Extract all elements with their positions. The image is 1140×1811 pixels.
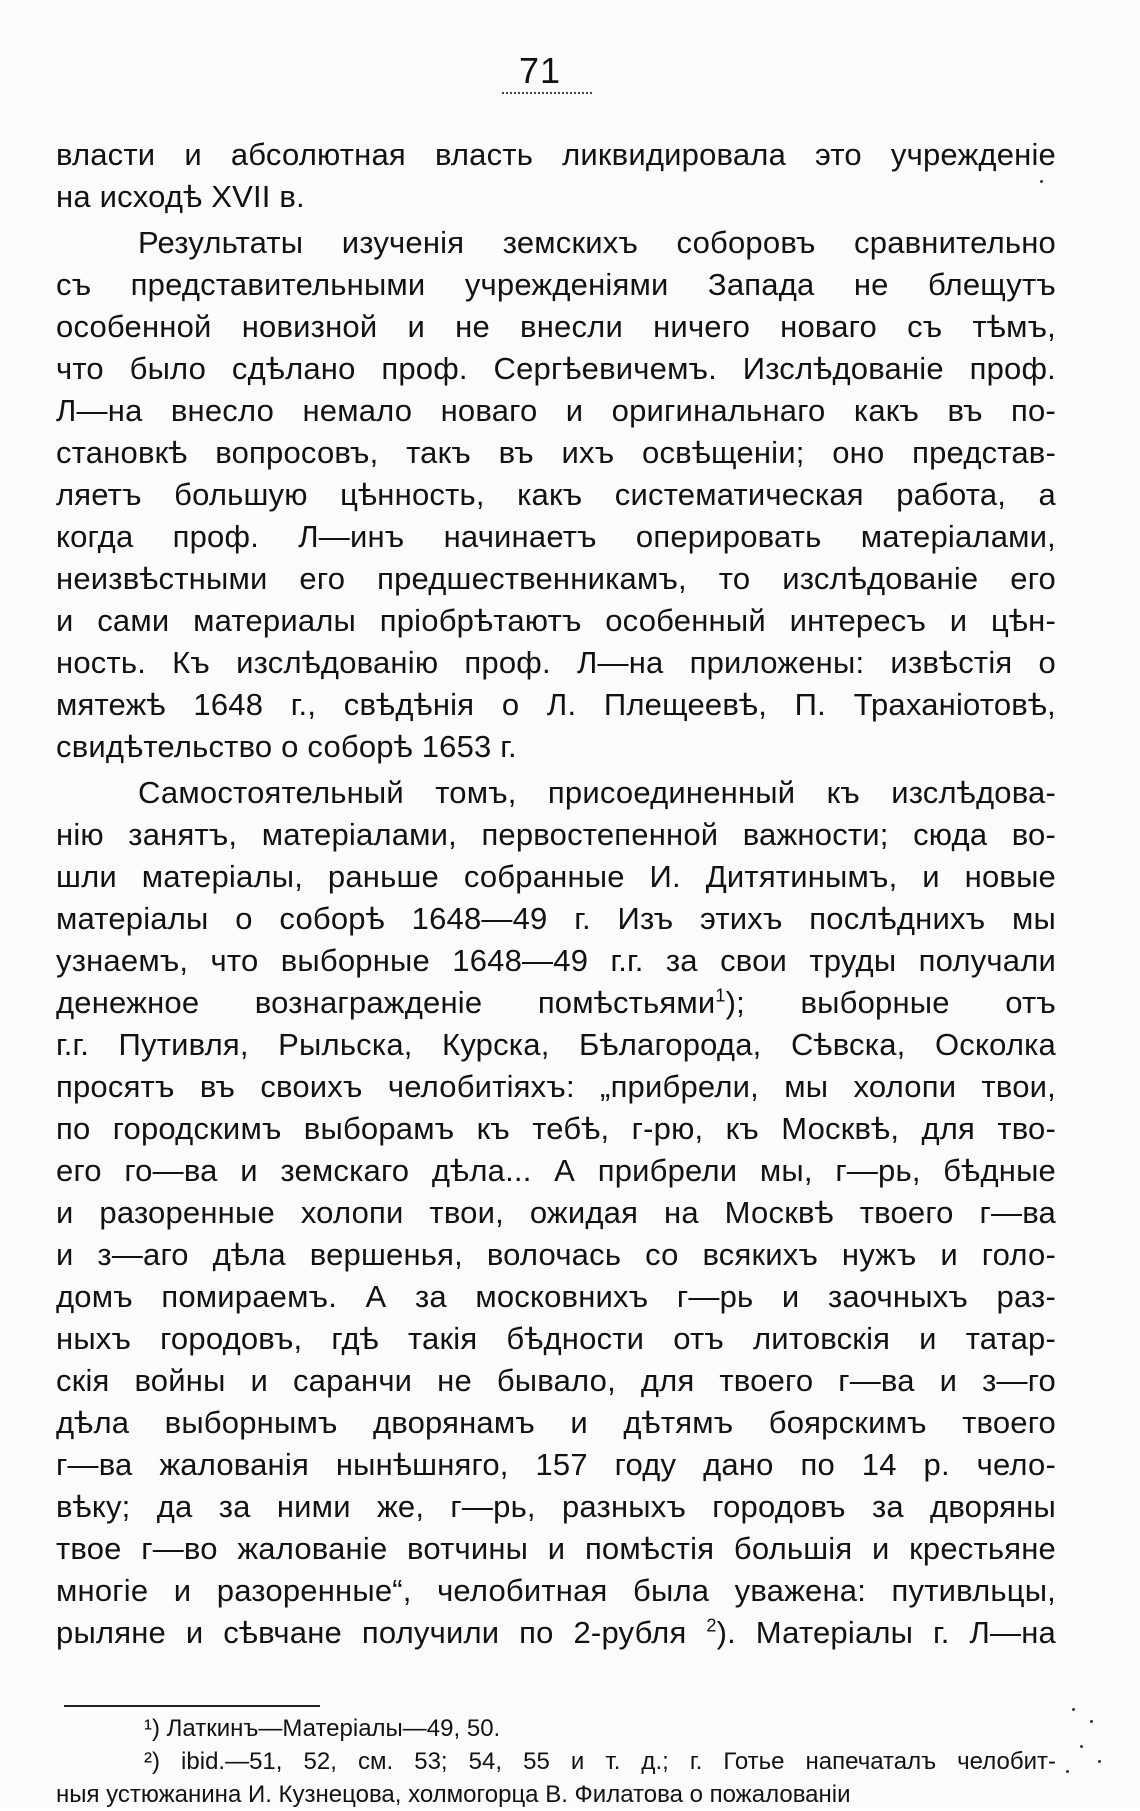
text-line: домъ помираемъ. А за московнихъ г—рь и заочныхъ раз- (56, 1279, 1056, 1314)
text-segment: ). Матеріалы г. Л—на (716, 1615, 1056, 1650)
text-line: особенной новизной и не внесли ничего новаго съ тѣмъ, (56, 309, 1056, 344)
text-line: мятежѣ 1648 г., свѣдѣнія о Л. Плещеевѣ, П. Траханіотовѣ, (56, 687, 1056, 722)
text-line: Л—на внесло немало новаго и оригинальнаго какъ въ по- (56, 393, 1056, 428)
text-line: ляетъ большую цѣнность, какъ систематическая работа, а (56, 477, 1056, 512)
text-line: на исходѣ XVII в. (56, 179, 305, 214)
scan-speck (1098, 1760, 1101, 1763)
text-line: власти и абсолютная власть ликвидировала это учрежденіе (56, 137, 1056, 172)
text-line: ныхъ городовъ, гдѣ такія бѣдности отъ литовскія и татар- (56, 1321, 1056, 1356)
text-line: и з—аго дѣла вершенья, волочась со всякихъ нужъ и голо- (56, 1237, 1056, 1272)
text-line: скія войны и саранчи не бывало, для твоего г—ва и з—го (56, 1363, 1056, 1398)
text-line: и сами материалы пріобрѣтаютъ особенный интересъ и цѣн- (56, 603, 1056, 638)
text-line: свидѣтельство о соборѣ 1653 г. (56, 729, 517, 764)
body-text (56, 134, 1056, 1654)
text-line-with-footnote (56, 1612, 1056, 1654)
scan-speck (1080, 1745, 1083, 1748)
text-segment: ); выборные отъ (725, 985, 1056, 1020)
text-line: г.г. Путивля, Рыльска, Курска, Бѣлагорода, Сѣвска, Осколка (56, 1027, 1056, 1062)
text-line: и разоренные холопи твои, ожидая на Москвѣ твоего г—ва (56, 1195, 1056, 1230)
text-line: твое г—во жалованіе вотчины и помѣстія большія и крестьяне (56, 1531, 1056, 1566)
text-line: становкѣ вопросовъ, такъ въ ихъ освѣщеніи; оно представ- (56, 435, 1056, 470)
scan-speck (1040, 180, 1043, 183)
paragraph-start-line: Результаты изученія земскихъ соборовъ сравнительно (138, 225, 1056, 260)
text-line: когда проф. Л—инъ начинаетъ оперировать матеріалами, (56, 519, 1056, 554)
footnotes (56, 1712, 1056, 1811)
text-line: по городскимъ выборамъ къ тебѣ, г-рю, къ Москвѣ, для тво- (56, 1111, 1056, 1146)
text-segment: рыляне и сѣвчане получили по 2-рубля (56, 1615, 687, 1650)
footnote-2: ²) ibid.—51, 52, см. 53; 54, 55 и т. д.; г. Готье напечаталъ челобит- (144, 1748, 1056, 1775)
text-line: нію занятъ, матеріалами, первостепенной важности; сюда во- (56, 817, 1056, 852)
text-line: что было сдѣлано проф. Сергѣевичемъ. Изслѣдованіе проф. (56, 351, 1056, 386)
text-line: съ представительными учрежденіями Запада не блещутъ (56, 267, 1056, 302)
footnote-separator (64, 1705, 320, 1707)
text-line: шли матеріалы, раньше собранные И. Дитятинымъ, и новые (56, 859, 1056, 894)
text-line: его го—ва и земскаго дѣла... А прибрели мы, г—рь, бѣдные (56, 1153, 1056, 1188)
scan-speck (1072, 1708, 1075, 1711)
scan-speck (1066, 1770, 1069, 1773)
text-line: многіе и разоренные“, челобитная была уважена: путивльцы, (56, 1573, 1056, 1608)
text-line-with-footnote (56, 982, 1056, 1024)
text-line: узнаемъ, что выборные 1648—49 г.г. за свои труды получали (56, 943, 1056, 978)
text-segment: денежное вознагражденіе помѣстьями (56, 985, 716, 1020)
paragraph-start-line: Самостоятельный томъ, присоединенный къ изслѣдова- (138, 775, 1056, 810)
footnote-1: ¹) Латкинъ—Матеріалы—49, 50. (144, 1715, 501, 1742)
page-number-underline (502, 92, 592, 94)
text-line: матеріалы о соборѣ 1648—49 г. Изъ этихъ послѣднихъ мы (56, 901, 1056, 936)
scan-speck (1090, 1720, 1093, 1723)
text-line: вѣку; да за ними же, г—рь, разныхъ городовъ за дворяны (56, 1489, 1056, 1524)
text-line: дѣла выборнымъ дворянамъ и дѣтямъ боярскимъ твоего (56, 1405, 1056, 1440)
text-line: г—ва жалованія нынѣшняго, 157 году дано по 14 р. чело- (56, 1447, 1056, 1482)
page-number: 71 (518, 50, 562, 91)
text-line: ность. Къ изслѣдованію проф. Л—на приложены: извѣстія о (56, 645, 1056, 680)
text-line: просятъ въ своихъ челобитіяхъ: „прибрели, мы холопи твои, (56, 1069, 1056, 1104)
footnote-marker-2: 2 (706, 1615, 717, 1636)
footnote-marker-1: 1 (715, 985, 726, 1006)
footnote-2-continuation: ныя устюжанина И. Кузнецова, холмогорца В. Филатова о пожалованіи (56, 1781, 851, 1808)
text-line: неизвѣстными его предшественникамъ, то изслѣдованіе его (56, 561, 1056, 596)
